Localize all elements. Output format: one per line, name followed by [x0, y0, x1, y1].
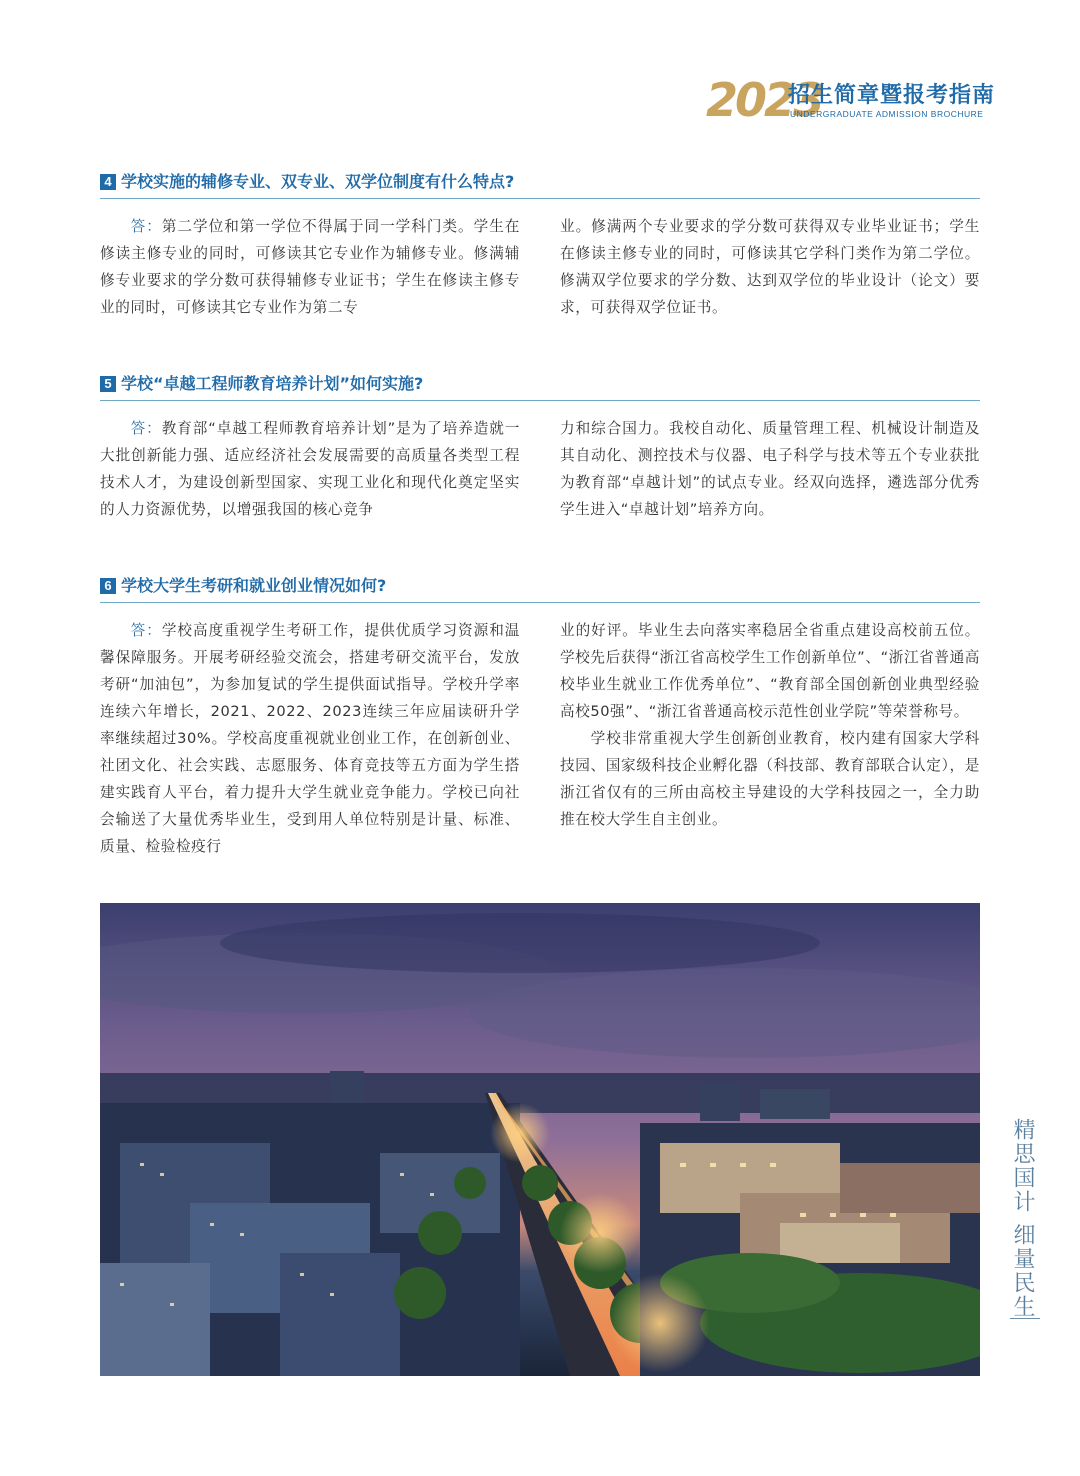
side-rule — [1010, 1318, 1040, 1319]
question-title: 学校实施的辅修专业、双专业、双学位制度有什么特点? — [121, 172, 515, 191]
answer-text: 教育部“卓越工程师教育培养计划”是为了培养造就一大批创新能力强、适应经济社会发展需要的高质量各类型工程技术人才，为建设创新型国家、实现工业化和现代化奠定坚实的人力资源优势，以增强我国的核心竞争 — [100, 420, 520, 518]
question-title: 学校“卓越工程师教育培养计划”如何实施? — [121, 374, 424, 393]
answer-label: 答： — [130, 420, 162, 437]
answer-text: 第二学位和第一学位不得属于同一学科门类。学生在修读主修专业的同时，可修读其它专业作为辅修专业。修满辅修专业要求的学分数可获得辅修专业证书；学生在修读主修专业的同时，可修读其它专业作为第二专 — [100, 218, 520, 316]
answer-text: 力和综合国力。我校自动化、质量管理工程、机械设计制造及其自动化、测控技术与仪器、电子科学与技术等五个专业获批为教育部“卓越计划”的试点专业。经双向选择，遴选部分优秀学生进入“卓越计划”培养方向。 — [560, 420, 980, 518]
campus-night-photo — [100, 903, 980, 1376]
brochure-header — [706, 74, 1006, 128]
question-number: 6 — [100, 578, 116, 594]
answer-text: 学校高度重视学生考研工作，提供优质学习资源和温馨保障服务。开展考研经验交流会，搭建考研交流平台，发放考研“加油包”，为参加复试的学生提供面试指导。学校升学率连续六年增长，2021、2022、2023连续三年应届读研升学率继续超过30%。学校高度重视就业创业工作，在创新创业、社团文化、社会实践、志愿服务、体育竞技等五方面为学生搭建实践育人平台，着力提升大学生就业竞争能力。学校已向社会输送了大量优秀毕业生，受到用人单位特别是计量、标准、质量、检验检疫行 — [100, 622, 520, 855]
answer-column-right — [560, 213, 980, 321]
answer-column-left — [100, 617, 520, 860]
side-motto: 精思国计 细量民生 — [1010, 1118, 1035, 1319]
answer-column-right — [560, 617, 980, 860]
answer-label: 答： — [130, 218, 162, 235]
question-section — [100, 576, 980, 860]
question-number: 5 — [100, 376, 116, 392]
answer-text: 业。修满两个专业要求的学分数可获得双专业毕业证书；学生在修读主修专业的同时，可修读其它学科门类作为第二学位。修满双学位要求的学分数、达到双学位的毕业设计（论文）要求，可获得双学位证书。 — [560, 218, 980, 316]
question-section — [100, 172, 980, 321]
answer-text: 业的好评。毕业生去向落实率稳居全省重点建设高校前五位。学校先后获得“浙江省高校学生工作创新单位”、“浙江省普通高校毕业生就业工作优秀单位”、“教育部全国创新创业典型经验高校50强”、“浙江省普通高校示范性创业学院”等荣誉称号。 — [560, 622, 980, 720]
answer-column-left — [100, 213, 520, 321]
question-number: 4 — [100, 174, 116, 190]
question-heading — [100, 576, 980, 603]
answer-column-left — [100, 415, 520, 523]
answer-label: 答： — [130, 622, 162, 639]
answer-text: 学校非常重视大学生创新创业教育，校内建有国家大学科技园、国家级科技企业孵化器（科技部、教育部联合认定），是浙江省仅有的三所由高校主导建设的大学科技园之一，全力助推在校大学生自主创业。 — [560, 730, 980, 828]
question-title: 学校大学生考研和就业创业情况如何? — [121, 576, 387, 595]
question-section — [100, 374, 980, 523]
question-heading — [100, 374, 980, 401]
brochure-title: 招生简章暨报考指南 — [788, 83, 996, 108]
brochure-subtitle: UNDERGRADUATE ADMISSION BROCHURE — [790, 109, 984, 119]
answer-column-right — [560, 415, 980, 523]
year-logo: 2023 — [706, 73, 823, 127]
question-heading — [100, 172, 980, 199]
